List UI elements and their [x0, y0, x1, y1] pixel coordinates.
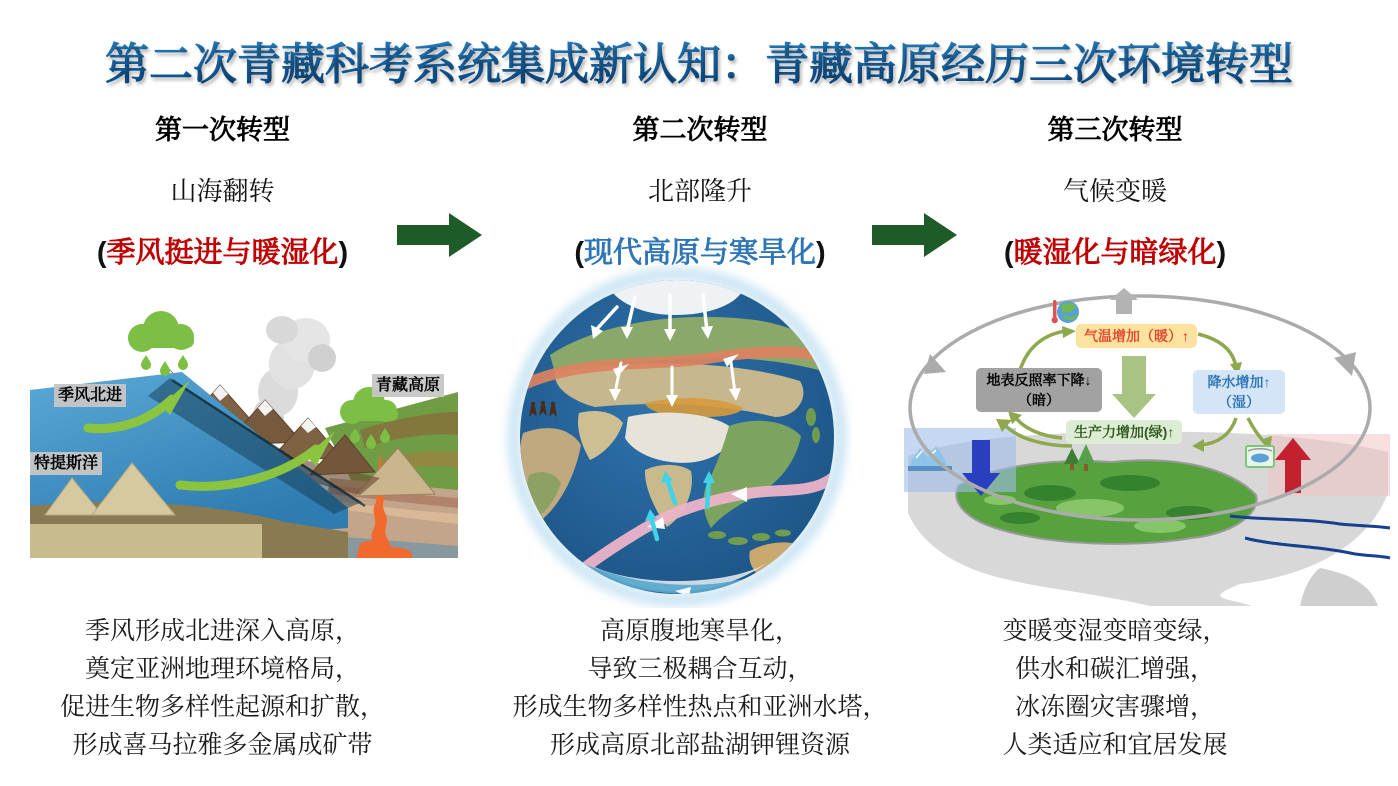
- up-arrow-glyph: ↑: [1263, 374, 1271, 390]
- description-line: 促进生物多样性起源和扩散，: [59, 693, 385, 721]
- paren-open: (: [1003, 237, 1014, 269]
- keyphrase-text: 现代高原与寒旱化: [583, 237, 816, 269]
- earth-thermometer-icon: [1052, 300, 1080, 323]
- cycle-down-arrow-icon: [1112, 356, 1156, 418]
- description-line: 季风形成北进深入高原，: [84, 617, 360, 645]
- keyphrase-text: 季风挺进与暖湿化: [106, 237, 339, 269]
- globe-diagram: [495, 265, 860, 608]
- transition-1-title: 第一次转型: [155, 115, 290, 145]
- transition-arrow-2-icon: [872, 212, 958, 258]
- description-line: 形成喜马拉雅多金属成矿带: [72, 731, 373, 759]
- cycle-node-label: 降水增加: [1207, 374, 1264, 390]
- warming-cycle-diagram: [900, 288, 1395, 606]
- down-arrow-glyph: ↓: [1084, 372, 1092, 388]
- description-transition-1: [30, 612, 415, 764]
- description-line: 变暖变湿变暗变绿，: [1002, 617, 1228, 645]
- column-3-heading: [930, 108, 1300, 271]
- description-transition-3: [925, 612, 1305, 764]
- transition-3-title: 第三次转型: [1047, 115, 1183, 145]
- cycle-node-warming: [1076, 324, 1197, 348]
- lake-icon: [1246, 446, 1274, 467]
- description-line: 高原腹地寒旱化，: [599, 617, 800, 645]
- description-transition-2: [490, 612, 910, 764]
- cycle-node-precipitation: [1193, 370, 1285, 414]
- transition-1-keyphrase: [40, 230, 405, 271]
- description-line: 导致三极耦合互动，: [587, 655, 813, 683]
- description-line: 冰冻圈灾害骤增，: [1014, 693, 1215, 721]
- keyphrase-text: 暖湿化与暗绿化: [1013, 237, 1217, 269]
- description-line: 奠定亚洲地理环境格局，: [84, 655, 360, 683]
- column-1-heading: [40, 108, 405, 271]
- rain-cloud-icon: [128, 311, 194, 376]
- label-tibetan-plateau: 青藏高原: [372, 374, 444, 397]
- label-tethys-ocean: 特提斯洋: [30, 452, 102, 475]
- cycle-node-label: 生产力增加(绿): [1074, 424, 1168, 440]
- description-line: 形成生物多样性热点和亚洲水塔，: [512, 693, 888, 721]
- description-line: 供水和碳汇增强，: [1014, 655, 1215, 683]
- column-2-heading: [515, 108, 885, 271]
- tethys-monsoon-illustration: [30, 300, 458, 558]
- transition-2-subtitle: 北部隆升: [647, 176, 752, 206]
- cycle-node-label: 地表反照率下降: [986, 372, 1085, 388]
- paren-open: (: [574, 237, 584, 269]
- paren-close: ): [338, 237, 349, 269]
- label-monsoon-north: 季风北进: [54, 384, 126, 407]
- cycle-node-productivity: [1066, 420, 1182, 444]
- transition-arrow-1-icon: [397, 212, 483, 258]
- cycle-node-label: 气温增加（暖）: [1084, 328, 1182, 344]
- paren-close: ): [1216, 237, 1227, 269]
- transition-3-subtitle: 气候变暖: [1062, 176, 1167, 206]
- emission-up-arrow-icon: [1110, 288, 1138, 314]
- description-line: 人类适应和宜居发展: [1002, 731, 1228, 759]
- cycle-node-label: （暗）: [1018, 392, 1060, 408]
- cycle-node-albedo: [976, 368, 1102, 412]
- paren-open: (: [96, 237, 107, 269]
- cycle-node-label: （湿）: [1218, 394, 1260, 410]
- up-arrow-glyph: ↑: [1167, 424, 1175, 440]
- paren-close: ): [816, 237, 826, 269]
- transition-2-title: 第二次转型: [632, 115, 768, 145]
- up-arrow-glyph: ↑: [1182, 328, 1189, 344]
- transition-1-subtitle: 山海翻转: [170, 176, 275, 206]
- tethys-monsoon-diagram: [30, 300, 458, 558]
- transition-3-keyphrase: [930, 230, 1300, 271]
- globe-illustration: [495, 265, 860, 608]
- description-line: 形成高原北部盐湖钾锂资源: [549, 731, 850, 759]
- page-title: 第二次青藏科考系统集成新认知：青藏高原经历三次环境转型: [0, 28, 1398, 92]
